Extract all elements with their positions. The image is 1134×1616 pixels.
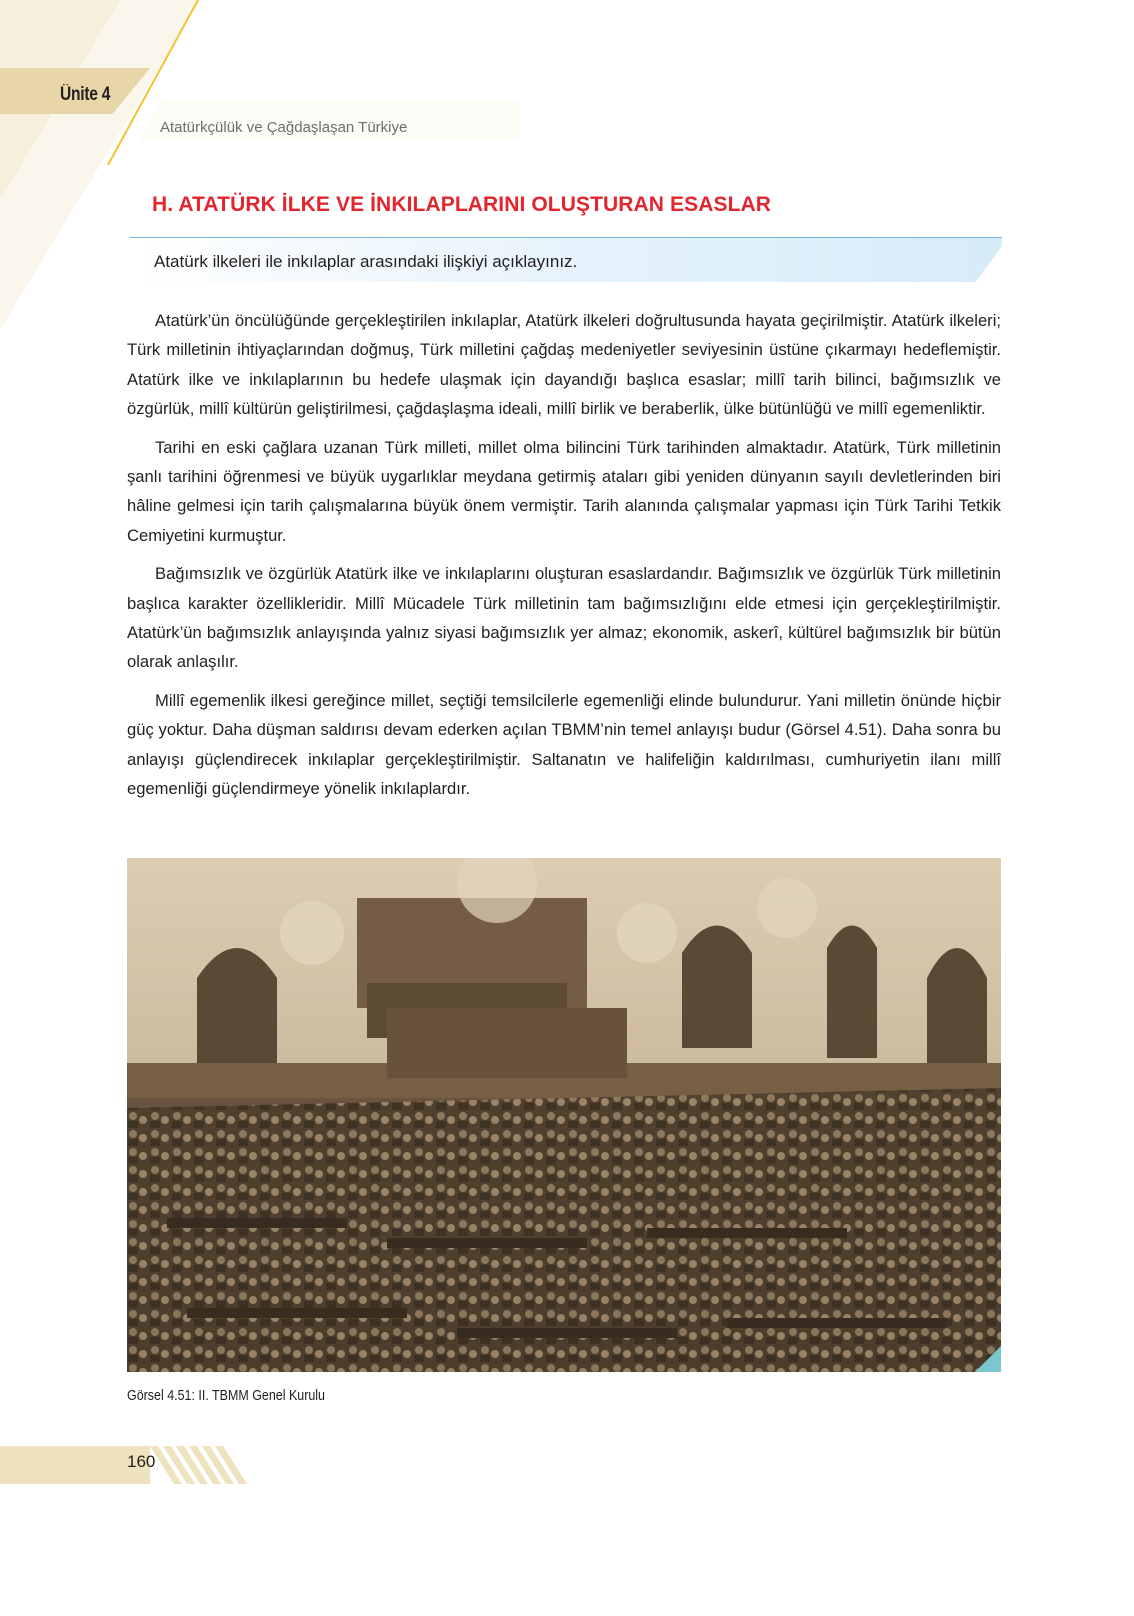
paragraph-2: Tarihi en eski çağlara uzanan Türk milleti, millet olma bilincini Türk tarihinden almaktadır. Atatürk, Türk milletinin şanlı tarihini öğrenmesi ve büyük uygarlıklar meydana getirmiş ataları gibi yeniden dünyanın sayılı devletlerinden biri hâline gelmesi için tarih çalışmalarına büyük önem vermiştir. Tarih alanında çalışmalar yapması için Türk Tarihi Tetkik Cemiyetini kurmuştur. bbox=[127, 437, 1001, 545]
footer-band bbox=[0, 1446, 250, 1484]
section-title: H. ATATÜRK İLKE VE İNKILAPLARINI OLUŞTURAN ESASLAR bbox=[152, 193, 772, 216]
unit-subtitle: Atatürkçülük ve Çağdaşlaşan Türkiye bbox=[160, 119, 408, 136]
page-number: 160 bbox=[127, 1452, 156, 1471]
unit-label: Ünite 4 bbox=[60, 84, 111, 105]
body-text bbox=[127, 306, 1001, 813]
assembly-photo bbox=[127, 858, 1001, 1372]
question-text: Atatürk ilkeleri ile inkılaplar arasındaki ilişkiyi açıklayınız. bbox=[154, 252, 578, 271]
figure-caption: Görsel 4.51: II. TBMM Genel Kurulu bbox=[127, 1388, 325, 1404]
paragraph-4: Millî egemenlik ilkesi gereğince millet, seçtiği temsilcilerle egemenliği elinde bulundurur. Yani milletin önünde hiçbir güç yoktur. Daha düşman saldırısı devam ederken açılan TBMM’nin temel anlayışı budur (Görsel 4.51). Daha sonra bu anlayışı güçlendirecek inkılaplar gerçekleştirilmiştir. Saltanatın ve halifeliğin kaldırılması, cumhuriyetin ilanı millî egemenliği güçlendirmeye yönelik inkılaplardır. bbox=[127, 690, 1001, 799]
paragraph-1: Atatürk’ün öncülüğünde gerçekleştirilen inkılaplar, Atatürk ilkeleri doğrultusunda hayata geçirilmiştir. Atatürk ilkeleri; Türk milletinin ihtiyaçlarından doğmuş, Türk milletini çağdaş medeniyetler seviyesinin üstüne çıkarmayı hedeflemiştir. Atatürk ilke ve inkılaplarının bu hedefe ulaşmak için dayandığı başlıca esaslar; millî tarih bilinci, bağımsızlık ve özgürlük, millî kültürün geliştirilmesi, çağdaşlaşma ideali, millî birlik ve beraberlik, ülke bütünlüğü ve millî egemenliktir. bbox=[127, 311, 1001, 419]
paragraph-3: Bağımsızlık ve özgürlük Atatürk ilke ve inkılaplarını oluşturan esaslardandır. Bağımsızlık ve özgürlük Türk milletinin başlıca karakter özellikleridir. Millî Mücadele Türk milletinin tam bağımsızlığını elde etmesi için gerçekleştirilmiştir. Atatürk’ün bağımsızlık anlayışında yalnız siyasi bağımsızlık yer almaz; ekonomik, askerî, kültürel bağımsızlık bir bütün olarak anlaşılır. bbox=[127, 564, 1001, 672]
